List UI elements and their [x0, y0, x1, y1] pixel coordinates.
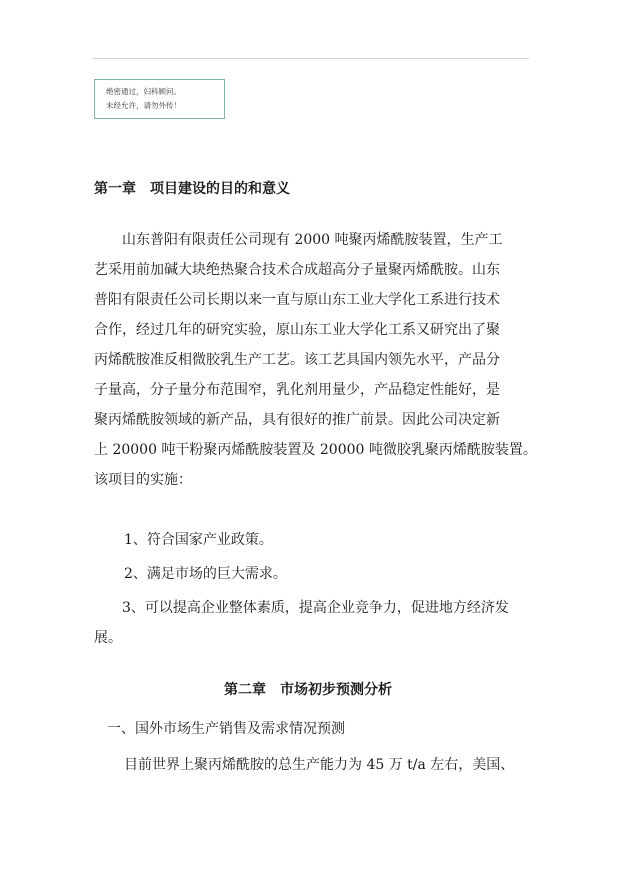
paragraph-line: 山东普阳有限责任公司现有 2000 吨聚丙烯酰胺装置，生产工 — [94, 232, 503, 248]
header-rule — [93, 58, 529, 59]
notice-line-2: 未经允许，请勿外传！ — [106, 101, 181, 110]
paragraph-line: 合作，经过几年的研究实验，原山东工业大学化工系又研究出了聚 — [94, 322, 500, 338]
list-item-1: 1、符合国家产业政策。 — [124, 532, 273, 548]
chapter-2-body-line: 目前世界上聚丙烯酰胺的总生产能力为 45 万 t/a 左右，美国、 — [124, 757, 515, 773]
notice-line-1: 绝密通过，妇科顾问。 — [106, 87, 181, 96]
paragraph-line: 聚丙烯酰胺领域的新产品，具有很好的推广前景。因此公司决定新 — [94, 412, 500, 428]
list-item-3 — [94, 593, 526, 653]
paragraph-line: 该项目的实施： — [94, 472, 192, 488]
list-item-3-line: 3、可以提高企业整体素质，提高企业竞争力，促进地方经济发 — [94, 600, 509, 616]
paragraph-line: 上 20000 吨干粉聚丙烯酰胺装置及 20000 吨微胶乳聚丙烯酰胺装置。 — [94, 442, 537, 458]
paragraph-line: 子量高，分子量分布范围窄，乳化剂用量少，产品稳定性能好，是 — [94, 382, 500, 398]
chapter-1-number: 第一章 — [94, 181, 136, 197]
chapter-1-paragraph — [94, 225, 537, 495]
confidential-notice-box — [94, 79, 225, 119]
chapter-2-number: 第二章 — [224, 682, 266, 698]
section-1-title: 一、国外市场生产销售及需求情况预测 — [107, 721, 345, 737]
paragraph-line: 普阳有限责任公司长期以来一直与原山东工业大学化工系进行技术 — [94, 292, 500, 308]
paragraph-line: 艺采用前加碱大块绝热聚合技术合成超高分子量聚丙烯酰胺。山东 — [94, 262, 500, 278]
chapter-2-heading — [224, 679, 392, 699]
chapter-1-title: 项目建设的目的和意义 — [150, 181, 290, 197]
paragraph-line: 丙烯酰胺准反相微胶乳生产工艺。该工艺具国内领先水平，产品分 — [94, 352, 500, 368]
chapter-2-title: 市场初步预测分析 — [280, 682, 392, 698]
list-item-2: 2、满足市场的巨大需求。 — [124, 566, 287, 582]
chapter-1-heading — [94, 178, 290, 198]
list-item-3-line: 展。 — [94, 630, 122, 646]
